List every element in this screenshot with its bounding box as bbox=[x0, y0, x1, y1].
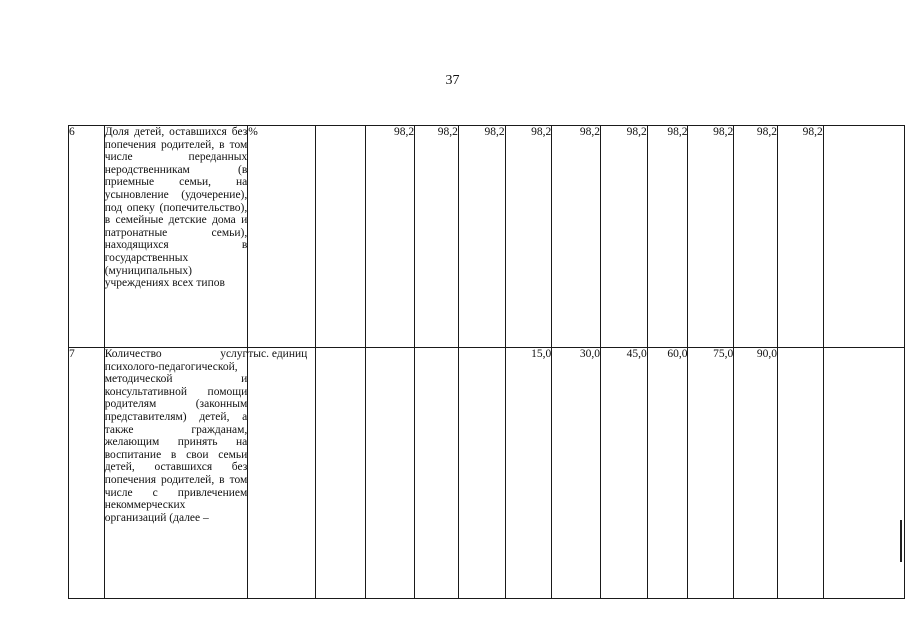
indicator-name: Количество услуг психолого-педагогической, методической и консультативной помощи родителям (законным представителям) детей, а также гражданам, желающим принять на воспитание в свои семьи детей, оставшихся без попечения родителей, в том числе с привлечением некоммерческих организаций (далее – bbox=[104, 348, 248, 524]
row-number-cell: 6 bbox=[69, 126, 105, 348]
value-cell bbox=[777, 348, 823, 599]
table-row bbox=[69, 126, 905, 348]
value-cell bbox=[823, 348, 904, 599]
indicator-name: Доля детей, оставшихся без попечения родителей, в том числе переданных неродственникам (в приемные семьи, на усыновление (удочерение), под опеку (попечительство), в семейные детские дома и патронатные семьи), находящихся в государственных (муниципальных) учреждениях всех типов bbox=[104, 126, 248, 290]
value-cell bbox=[415, 348, 459, 599]
value-cell: 98,2 bbox=[777, 126, 823, 348]
unit-cell: % bbox=[248, 126, 316, 348]
value-cell bbox=[458, 348, 505, 599]
unit-cell: тыс. единиц bbox=[248, 348, 316, 599]
value-cell: 98,2 bbox=[415, 126, 459, 348]
value-cell: 60,0 bbox=[647, 348, 688, 599]
value-cell: 30,0 bbox=[552, 348, 601, 599]
value-cell: 98,2 bbox=[458, 126, 505, 348]
value-cell: 98,2 bbox=[688, 126, 734, 348]
page-number: 37 bbox=[445, 73, 460, 88]
value-cell: 90,0 bbox=[734, 348, 778, 599]
value-cell: 98,2 bbox=[600, 126, 647, 348]
value-cell: 15,0 bbox=[505, 348, 552, 599]
value-cell: 98,2 bbox=[505, 126, 552, 348]
row-number-cell: 7 bbox=[69, 348, 105, 599]
value-cell bbox=[366, 348, 415, 599]
scan-artifact bbox=[900, 520, 902, 562]
value-cell bbox=[823, 126, 904, 348]
indicator-name-cell bbox=[104, 348, 248, 599]
value-cell: 98,2 bbox=[647, 126, 688, 348]
indicators-table bbox=[68, 125, 905, 599]
table-row bbox=[69, 348, 905, 599]
value-cell bbox=[315, 126, 365, 348]
value-cell: 75,0 bbox=[688, 348, 734, 599]
value-cell: 98,2 bbox=[734, 126, 778, 348]
value-cell: 45,0 bbox=[600, 348, 647, 599]
indicator-name-cell bbox=[104, 126, 248, 348]
value-cell: 98,2 bbox=[552, 126, 601, 348]
value-cell bbox=[315, 348, 365, 599]
value-cell: 98,2 bbox=[366, 126, 415, 348]
